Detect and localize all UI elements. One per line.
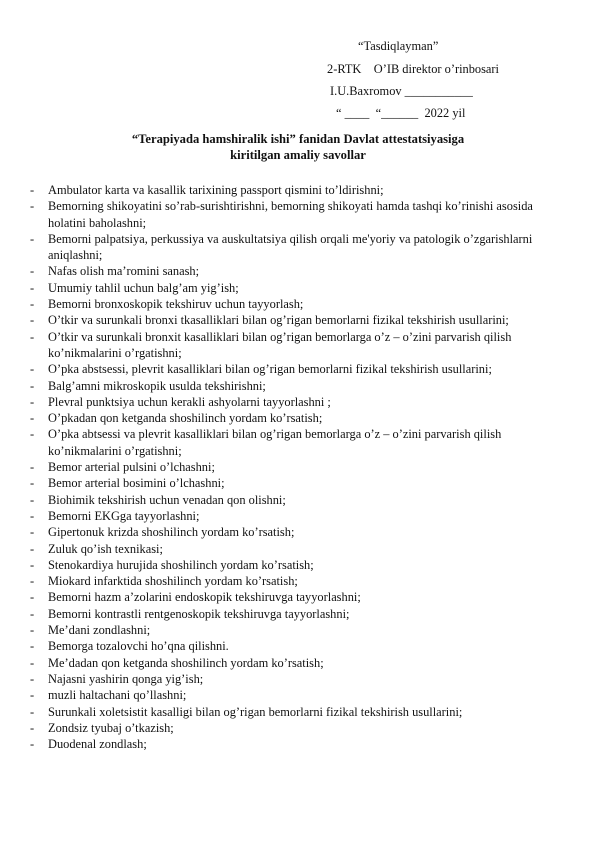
approval-position: 2-RTK O’IB direktor o’rinbosari [327, 62, 499, 76]
list-item [30, 606, 570, 622]
list-item-text: Me’dadan qon ketganda shoshilinch yordam ko’rsatish; [48, 655, 324, 670]
list-item-text: Najasni yashirin qonga yig’ish; [48, 671, 204, 686]
list-item-text: Balg’amni mikroskopik usulda tekshirishni; [48, 378, 266, 393]
list-bullet: - [30, 525, 35, 540]
list-bullet: - [30, 508, 35, 523]
list-bullet: - [30, 394, 35, 409]
list-item-text: O’pkadan qon ketganda shoshilinch yordam ko’rsatish; [48, 411, 323, 426]
list-bullet: - [30, 460, 35, 475]
list-item [30, 182, 570, 198]
list-bullet: - [30, 411, 35, 426]
list-item [30, 361, 570, 377]
list-bullet: - [30, 737, 35, 752]
question-list [30, 182, 570, 752]
list-item-text: Stenokardiya hurujida shoshilinch yordam ko’rsatish; [48, 557, 314, 572]
list-bullet: - [30, 329, 35, 344]
list-bullet: - [30, 264, 35, 279]
list-bullet: - [30, 671, 35, 686]
list-bullet: - [30, 280, 35, 295]
list-bullet: - [30, 313, 35, 328]
list-item [30, 638, 570, 654]
document-title [0, 131, 596, 163]
list-item [30, 655, 570, 671]
list-bullet: - [30, 590, 35, 605]
list-bullet: - [30, 557, 35, 572]
list-item-text: muzli haltachani qo’llashni; [48, 688, 187, 703]
list-item [30, 524, 570, 540]
list-item [30, 394, 570, 410]
list-item [30, 508, 570, 524]
title-line-2: kiritilgan amaliy savollar [230, 148, 366, 162]
approval-date: “ ____ “______ 2022 yil [336, 106, 466, 120]
list-item-text: Bemorni bronxoskopik tekshiruv uchun tayyorlash; [48, 297, 304, 312]
list-item-text: Bemorning shikoyatini so’rab-surishtirishni, bemorning shikoyati hamda tashqi ko’rinishi asosida holatini baholashni; [48, 199, 533, 230]
list-bullet: - [30, 378, 35, 393]
list-bullet: - [30, 362, 35, 377]
list-item-text: Bemor arterial pulsini o’lchashni; [48, 460, 215, 475]
list-item-text: O’tkir va surunkali bronxi tkasalliklari bilan og’rigan bemorlarni fizikal tekshirish usullarini; [48, 313, 509, 328]
list-item-text: Zuluk qo’ish texnikasi; [48, 541, 163, 556]
list-item [30, 541, 570, 557]
list-bullet: - [30, 476, 35, 491]
list-bullet: - [30, 623, 35, 638]
list-item-text: Umumiy tahlil uchun balg’am yig’ish; [48, 280, 239, 295]
list-bullet: - [30, 655, 35, 670]
list-item [30, 687, 570, 703]
list-bullet: - [30, 199, 35, 214]
list-item-text: Bemorni hazm a’zolarini endoskopik tekshiruvga tayyorlashni; [48, 590, 361, 605]
title-line-1: “Terapiyada hamshiralik ishi” fanidan Davlat attestatsiyasiga [131, 132, 465, 146]
list-item [30, 736, 570, 752]
list-bullet: - [30, 720, 35, 735]
list-item-text: Bemorga tozalovchi ho’qna qilishni. [48, 639, 229, 654]
approval-signature: I.U.Baxromov ___________ [330, 84, 473, 98]
list-bullet: - [30, 231, 35, 246]
list-bullet: - [30, 639, 35, 654]
list-item [30, 280, 570, 296]
list-item-text: Me’dani zondlashni; [48, 623, 151, 638]
list-item [30, 557, 570, 573]
list-bullet: - [30, 688, 35, 703]
list-item [30, 589, 570, 605]
list-bullet: - [30, 492, 35, 507]
list-item [30, 573, 570, 589]
list-item-text: O’pka abtsessi va plevrit kasalliklari bilan og’rigan bemorlarga o’z – o’zini parvarish qilish ko’nikmalarini o’rgatishni; [48, 427, 502, 458]
list-item [30, 704, 570, 720]
list-item-text: O’tkir va surunkali bronxit kasalliklari bilan og’rigan bemorlarga o’z – o’zini parvarish qilish ko’nikmalarini o’rgatishni; [48, 329, 512, 360]
list-item [30, 312, 570, 328]
list-item [30, 378, 570, 394]
list-item [30, 492, 570, 508]
list-item-text: O’pka abstsessi, plevrit kasalliklari bilan og’rigan bemorlarni fizikal tekshirish usullarini; [48, 362, 492, 377]
list-item-text: Nafas olish ma’romini sanash; [48, 264, 200, 279]
list-item-text: Duodenal zondlash; [48, 737, 147, 752]
list-item-text: Zondsiz tyubaj o’tkazish; [48, 720, 174, 735]
list-item-text: Gipertonuk krizda shoshilinch yordam ko’rsatish; [48, 525, 295, 540]
list-bullet: - [30, 541, 35, 556]
list-item [30, 329, 570, 362]
list-item-text: Surunkali xoletsistit kasalligi bilan og’rigan bemorlarni fizikal tekshirish usullarini; [48, 704, 463, 719]
list-item-text: Biohimik tekshirish uchun venadan qon olishni; [48, 492, 286, 507]
list-item [30, 263, 570, 279]
list-bullet: - [30, 606, 35, 621]
list-item [30, 671, 570, 687]
list-bullet: - [30, 183, 35, 197]
list-item-text: Bemorni EKGga tayyorlashni; [48, 508, 200, 523]
list-item [30, 198, 570, 231]
list-item-text: Bemorni kontrastli rentgenoskopik tekshiruvga tayyorlashni; [48, 606, 350, 621]
list-item-text: Ambulator karta va kasallik tarixining passport qismini to’ldirishni; [48, 183, 384, 197]
list-item [30, 459, 570, 475]
list-bullet: - [30, 704, 35, 719]
list-item [30, 231, 570, 264]
approval-heading: “Tasdiqlayman” [358, 39, 439, 53]
list-item-text: Bemor arterial bosimini o’lchashni; [48, 476, 225, 491]
list-item [30, 426, 570, 459]
list-item-text: Bemorni palpatsiya, perkussiya va auskultatsiya qilish orqali me'yoriy va patologik o’zgarishlarni aniqlashni; [48, 231, 533, 263]
list-item [30, 296, 570, 312]
list-item [30, 720, 570, 736]
list-item-text: Plevral punktsiya uchun kerakli ashyolarni tayyorlashni ; [48, 394, 331, 409]
list-bullet: - [30, 574, 35, 589]
list-item [30, 475, 570, 491]
list-item [30, 622, 570, 638]
list-bullet: - [30, 427, 35, 442]
list-bullet: - [30, 297, 35, 312]
list-item [30, 410, 570, 426]
list-item-text: Miokard infarktida shoshilinch yordam ko’rsatish; [48, 574, 298, 589]
